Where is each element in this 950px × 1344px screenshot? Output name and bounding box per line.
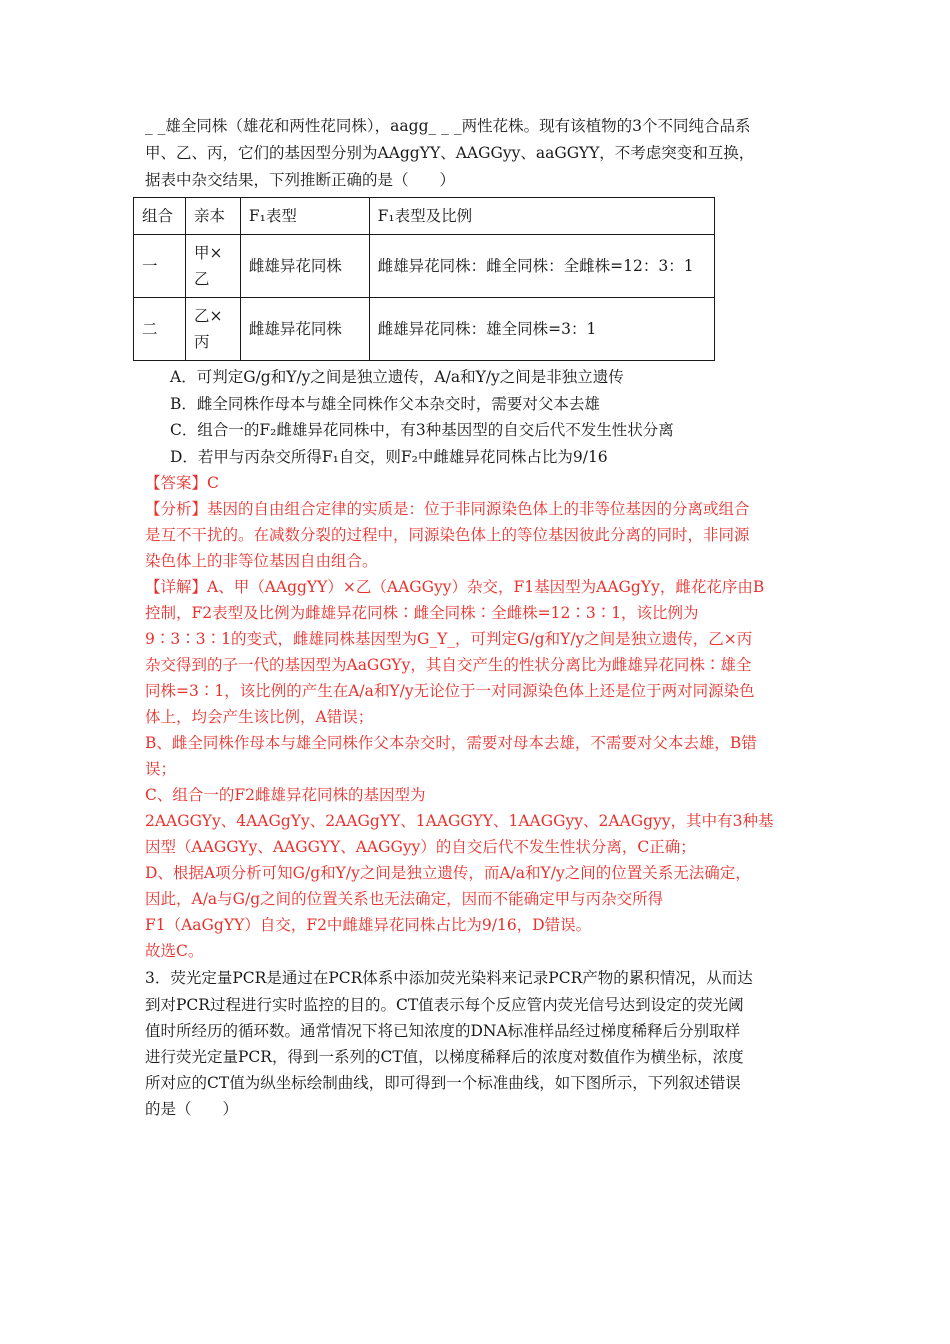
option-a: A．可判定G/g和Y/y之间是独立遗传，A/a和Y/y之间是非独立遗传 [170, 368, 624, 386]
table-cell-group: 一 [134, 235, 186, 298]
detail-line: 同株=3∶1，该比例的产生在A/a和Y/y无论位于一对同源染色体上还是位于两对同源染色 [145, 682, 755, 700]
detail-line: 误； [145, 760, 177, 778]
table-header-cell: F₁表型 [240, 198, 369, 235]
analysis-line: 染色体上的非等位基因自由组合。 [145, 552, 378, 570]
detail-line: 2AAGGYy、4AAGgYy、2AAGgYY、1AAGGYY、1AAGGyy、2AAGgyy，其中有3种基 [145, 812, 774, 830]
question-3-line: 的是（ ） [145, 1100, 239, 1118]
analysis-line: 是互不干扰的。在减数分裂的过程中，同源染色体上的等位基因彼此分离的同时，非同源 [145, 526, 750, 544]
detail-line: 因型（AAGGYy、AAGGYY、AAGGyy）的自交后代不发生性状分离，C正确； [145, 838, 696, 856]
table-cell-group: 二 [134, 298, 186, 361]
detail-line: C、组合一的F2雌雄异花同株的基因型为 [145, 786, 426, 804]
table-row [134, 235, 715, 298]
detail-line: 体上，均会产生该比例，A错误； [145, 708, 374, 726]
intro-line: _ _雄全同株（雄花和两性花同株），aagg_ _ _两性花株。现有该植物的3个不同纯合品系 [145, 117, 751, 135]
analysis-line: 【分析】基因的自由组合定律的实质是：位于非同源染色体上的非等位基因的分离或组合 [145, 500, 750, 518]
question-3-line: 到对PCR过程进行实时监控的目的。CT值表示每个反应管内荧光信号达到设定的荧光阈 [145, 996, 744, 1014]
parent-line: 乙× [193, 307, 223, 325]
table-cell-f1: 雌雄异花同株 [240, 235, 369, 298]
detail-line: 故选C。 [145, 942, 204, 960]
detail-line: 杂交得到的子一代的基因型为AaGGYy，其自交产生的性状分离比为雌雄异花同株∶雄全 [145, 656, 752, 674]
table-cell-ratio: 雌雄异花同株：雄全同株=3：1 [369, 298, 714, 361]
option-b: B．雌全同株作母本与雄全同株作父本杂交时，需要对父本去雄 [170, 395, 600, 413]
parent-line: 乙 [193, 270, 210, 288]
detail-line: D、根据A项分析可知G/g和Y/y之间是独立遗传，而A/a和Y/y之间的位置关系无法确定， [145, 864, 751, 882]
option-d: D．若甲与丙杂交所得F₁自交，则F₂中雌雄异花同株占比为9/16 [170, 448, 608, 466]
detail-line: 【详解】A、甲（AAggYY）×乙（AAGGyy）杂交，F1基因型为AAGgYy，雌花花序由B [145, 578, 765, 596]
question-3-line: 值时所经历的循环数。通常情况下将已知浓度的DNA标准样品经过梯度稀释后分别取样 [145, 1022, 741, 1040]
table-header-row [134, 198, 715, 235]
table-cell-f1: 雌雄异花同株 [240, 298, 369, 361]
parent-line: 丙 [193, 333, 210, 351]
cross-results-table [133, 197, 715, 361]
detail-line: F1（AaGgYY）自交，F2中雌雄异花同株占比为9/16，D错误。 [145, 916, 592, 934]
detail-line: 控制，F2表型及比例为雌雄异花同株∶雌全同株∶全雌株=12∶3∶1，该比例为 [145, 604, 699, 622]
table-cell-ratio: 雌雄异花同株：雌全同株：全雌株=12：3：1 [369, 235, 714, 298]
table-header-cell: F₁表型及比例 [369, 198, 714, 235]
intro-line: 据表中杂交结果，下列推断正确的是（ ） [145, 171, 456, 189]
answer-line: 【答案】C [145, 474, 219, 492]
table-header-cell: 亲本 [185, 198, 240, 235]
question-3-line: 进行荧光定量PCR，得到一系列的CT值，以梯度稀释后的浓度对数值作为横坐标，浓度 [145, 1048, 744, 1066]
intro-line: 甲、乙、丙，它们的基因型分别为AAggYY、AAGGyy、aaGGYY，不考虑突变和互换， [145, 144, 755, 162]
detail-line: 因此，A/a与G/g之间的位置关系也无法确定，因而不能确定甲与丙杂交所得 [145, 890, 664, 908]
table-cell-parent [185, 298, 240, 361]
detail-line: B、雌全同株作母本与雄全同株作父本杂交时，需要对母本去雄，不需要对父本去雄，B错 [145, 734, 757, 752]
detail-line: 9∶3∶3∶1的变式，雌雄同株基因型为G_Y_，可判定G/g和Y/y之间是独立遗传，乙×丙 [145, 630, 753, 648]
parent-line: 甲× [193, 244, 223, 262]
table-row [134, 298, 715, 361]
question-3-line: 3．荧光定量PCR是通过在PCR体系中添加荧光染料来记录PCR产物的累积情况，从而达 [145, 969, 753, 987]
option-c: C．组合一的F₂雌雄异花同株中，有3种基因型的自交后代不发生性状分离 [170, 421, 674, 439]
question-3-line: 所对应的CT值为纵坐标绘制曲线，即可得到一个标准曲线，如下图所示，下列叙述错误 [145, 1074, 741, 1092]
table-cell-parent [185, 235, 240, 298]
table-header-cell: 组合 [134, 198, 186, 235]
